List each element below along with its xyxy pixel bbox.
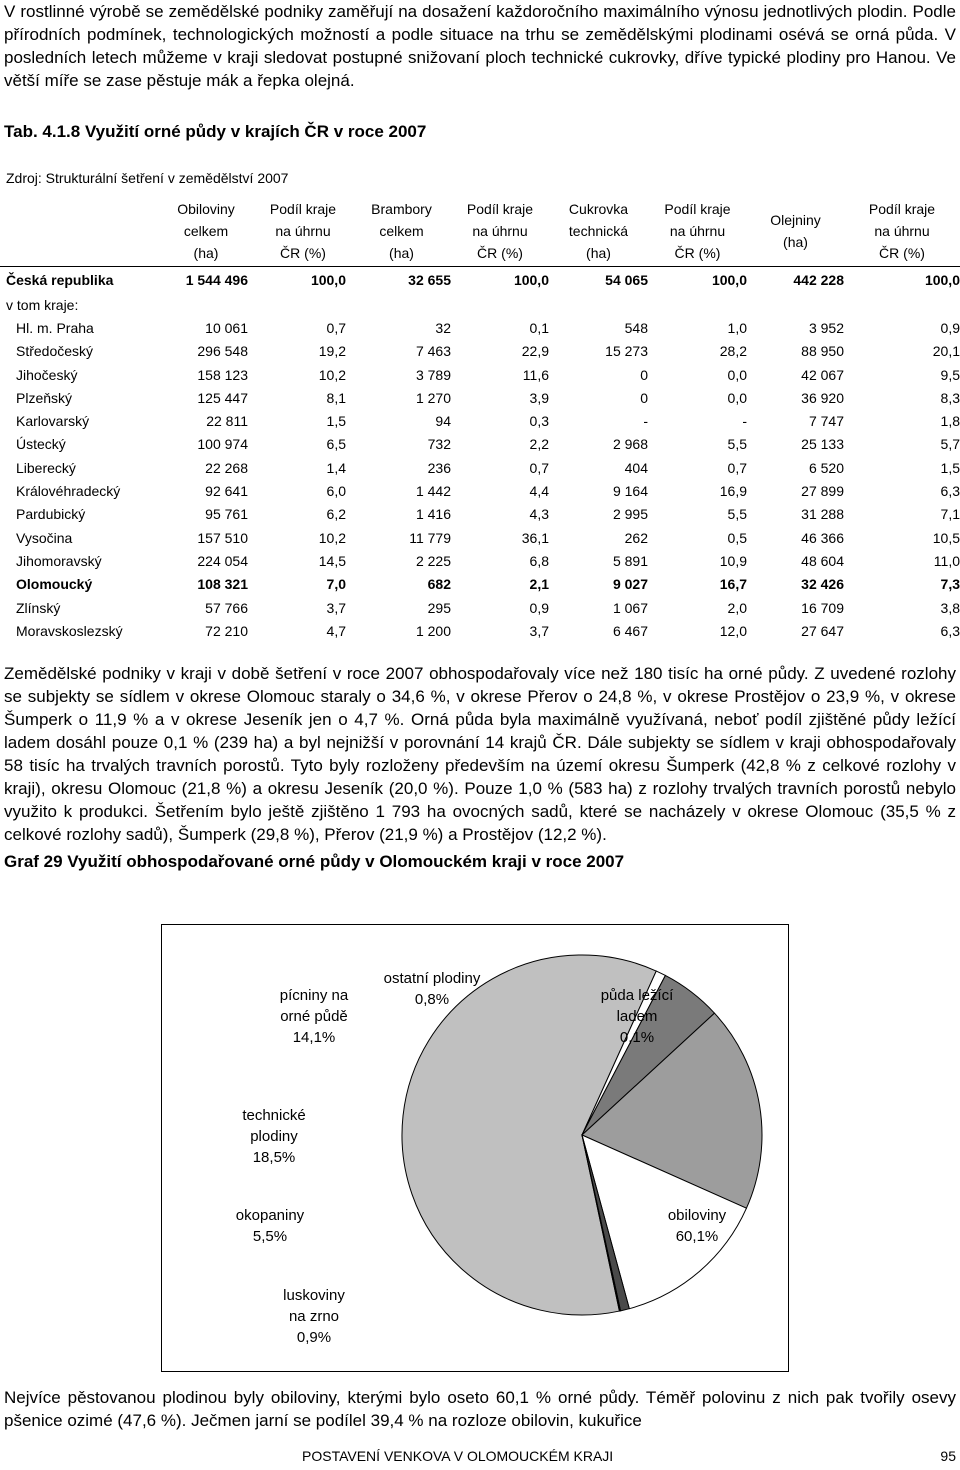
table-cell: 1 544 496 (185, 272, 248, 288)
table-cell (549, 293, 648, 316)
header-cell: Brambory celkem (ha) (352, 196, 451, 267)
pie-label: obiloviny 60,1% (667, 1207, 727, 1245)
table-cell: 3,7 (326, 599, 346, 616)
table-cell (451, 293, 549, 316)
table-cell: 36 920 (801, 389, 844, 406)
table-cell: 22,9 (521, 343, 549, 360)
table-cell (648, 293, 747, 316)
region-name: Olomoucký (16, 576, 93, 593)
table-cell: 0,7 (529, 459, 549, 476)
table-cell: 1 416 (415, 506, 451, 523)
final-paragraph: Nejvíce pěstovanou plodinou byly obiloviny, kterými bylo oseto 60,1 % orné půdy. Téměř polovinu z nich pak tvořily osevy pšenice ozimé (47,6 %). Ječmen jarní se podílel 39,4 % na rozloze obilovin, kukuřice (4, 1388, 956, 1430)
table-cell (158, 293, 254, 316)
table-body (0, 267, 960, 643)
table-cell: 10,5 (932, 529, 960, 546)
table-row (0, 386, 960, 409)
table-cell: 1 270 (415, 389, 451, 406)
table-cell: 7,3 (940, 576, 960, 593)
table-cell: 6,0 (326, 483, 346, 500)
region-name: Zlínský (16, 599, 61, 616)
table-cell: 548 (624, 319, 648, 336)
table-cell: 0,0 (727, 366, 747, 383)
table-cell: 2,2 (529, 436, 549, 453)
region-name: Jihomoravský (16, 552, 102, 569)
table-cell: 6,3 (940, 483, 960, 500)
table-cell: 0 (640, 366, 648, 383)
header-cell: Podíl kraje na úhrnu ČR (%) (254, 196, 352, 267)
table-cell: 158 123 (197, 366, 248, 383)
intro-paragraph: V rostlinné výrobě se zemědělské podniky zaměřují na dosažení každoročního maximálního výnosu jednotlivých plodin. Podle přírodních podmínek, technologických možností a podle situace na trhu se zemědělskými plodinami osévá se orná půda. V posledních letech můžeme v kraji sledovat postupné snižovaní ploch technické cukrovky, dříve typické plodiny pro Hanou. Ve větší míře se zase pěstuje mák a řepka olejná. (4, 2, 956, 90)
table-cell (844, 293, 960, 316)
table-cell: 7 747 (808, 413, 844, 430)
table-cell: 72 210 (205, 622, 248, 639)
region-name: Moravskoslezský (16, 622, 123, 639)
table-cell: 0,9 (529, 599, 549, 616)
table-cell: 9 027 (612, 576, 648, 593)
table-cell: 7 463 (415, 343, 451, 360)
table-cell: 36,1 (521, 529, 549, 546)
table-cell: 8,3 (940, 389, 960, 406)
pie-label: půda ležící ladem 0,1% (600, 987, 674, 1046)
table-cell: 10,9 (719, 552, 747, 569)
table-cell: 8,1 (326, 389, 346, 406)
region-name: Ústecký (16, 436, 66, 453)
table-cell (254, 293, 352, 316)
pie-label: luskoviny na zrno 0,9% (283, 1287, 345, 1346)
region-name: Středočeský (16, 343, 94, 360)
table-cell: 3,9 (529, 389, 549, 406)
table-row (0, 503, 960, 526)
table-cell: 22 811 (206, 413, 248, 430)
table-cell: 0,3 (529, 413, 549, 430)
table-cell: 57 766 (205, 599, 248, 616)
table-row (0, 293, 960, 316)
table-cell: 1 200 (415, 622, 451, 639)
table-header-row (0, 196, 960, 267)
table-cell: 46 366 (801, 529, 844, 546)
region-name: Vysočina (16, 529, 73, 546)
table-cell: 10,2 (318, 366, 346, 383)
table-cell: 6 467 (612, 622, 648, 639)
table-cell: 28,2 (719, 343, 747, 360)
table-cell: 54 065 (605, 272, 648, 288)
table-cell: 3 789 (415, 366, 451, 383)
table-row (0, 526, 960, 549)
table-row (0, 479, 960, 502)
table-cell: 31 288 (801, 506, 844, 523)
table-cell: 22 268 (205, 459, 248, 476)
table-cell: 5,7 (940, 436, 960, 453)
table-cell: 100,0 (513, 272, 549, 288)
table-cell: - (742, 413, 747, 430)
table-cell: 1,5 (326, 413, 346, 430)
table-cell: 16,9 (719, 483, 747, 500)
table-cell: 0,0 (727, 389, 747, 406)
header-cell: Podíl kraje na úhrnu ČR (%) (648, 196, 747, 267)
table-cell: 0,9 (940, 319, 960, 336)
region-name: Hl. m. Praha (16, 319, 94, 336)
table-cell: 1,5 (940, 459, 960, 476)
table-cell (352, 293, 451, 316)
table-cell: - (643, 413, 648, 430)
table-cell: 1,4 (326, 459, 346, 476)
header-cell: Cukrovka technická (ha) (549, 196, 648, 267)
table-cell: 0,7 (727, 459, 747, 476)
header-cell-empty (0, 196, 158, 267)
table-row (0, 409, 960, 432)
table-cell: 442 228 (793, 272, 844, 288)
table-cell: 6 520 (808, 459, 844, 476)
table-cell: 125 447 (197, 389, 248, 406)
header-cell: Olejniny (ha) (747, 196, 844, 267)
table-cell: 2 995 (612, 506, 648, 523)
header-cell: Podíl kraje na úhrnu ČR (%) (844, 196, 960, 267)
region-name: Plzeňský (16, 389, 73, 406)
table-row (0, 573, 960, 596)
table-cell: 6,2 (326, 506, 346, 523)
table-row (0, 340, 960, 363)
table-cell: 3,7 (529, 622, 549, 639)
table-cell: 0 (640, 389, 648, 406)
table-cell: 94 (435, 413, 451, 430)
table-cell: 236 (427, 459, 451, 476)
table-cell: 88 950 (801, 343, 844, 360)
table-cell: 4,7 (326, 622, 346, 639)
table-cell: 15 273 (605, 343, 648, 360)
table-cell: 5 891 (612, 552, 648, 569)
table-cell: 404 (624, 459, 648, 476)
table-cell: 32 (435, 319, 451, 336)
table-cell: 7,1 (940, 506, 960, 523)
table-cell: 732 (427, 436, 451, 453)
table-cell: 6,5 (326, 436, 346, 453)
table-row (0, 619, 960, 642)
table-cell: 32 655 (408, 272, 451, 288)
table-cell: 296 548 (197, 343, 248, 360)
region-name: Pardubický (16, 506, 86, 523)
table-cell: 11,0 (933, 552, 960, 569)
pie-label: technické plodiny 18,5% (242, 1107, 306, 1166)
table-cell: 42 067 (801, 366, 844, 383)
crop-usage-table (0, 196, 960, 642)
region-name: Liberecký (16, 459, 76, 476)
table-cell: 27 899 (801, 483, 844, 500)
table-cell: 1 442 (415, 483, 451, 500)
table-cell: 100 974 (197, 436, 248, 453)
pie-chart-svg (162, 925, 788, 1371)
table-cell: 295 (427, 599, 451, 616)
table-cell: 3 952 (808, 319, 844, 336)
region-name: Královéhradecký (16, 483, 121, 500)
table-cell (747, 293, 844, 316)
table-cell: 157 510 (197, 529, 248, 546)
pie-label: okopaniny 5,5% (235, 1207, 305, 1245)
table-row (0, 363, 960, 386)
table-cell: 19,2 (318, 343, 346, 360)
table-row (0, 267, 960, 294)
table-cell: 2 225 (415, 552, 451, 569)
table-cell: 25 133 (801, 436, 844, 453)
table-cell: 10 061 (205, 319, 248, 336)
table-source: Zdroj: Strukturální šetření v zemědělství 2007 (6, 170, 289, 186)
table-cell: 682 (427, 576, 451, 593)
table-cell: 16 709 (801, 599, 844, 616)
table-cell: 32 426 (801, 576, 844, 593)
table-cell: 12,0 (719, 622, 747, 639)
table-cell: 20,1 (932, 343, 960, 360)
table-cell: 48 604 (801, 552, 844, 569)
table-cell: 6,8 (529, 552, 549, 569)
table-cell: 10,2 (318, 529, 346, 546)
region-name: Karlovarský (16, 413, 90, 430)
table-cell: 3,8 (940, 599, 960, 616)
pie-chart (161, 924, 789, 1372)
header-cell: Obiloviny celkem (ha) (158, 196, 254, 267)
table-cell: 2 968 (612, 436, 648, 453)
header-cell: Podíl kraje na úhrnu ČR (%) (451, 196, 549, 267)
page-number: 95 (940, 1448, 956, 1464)
table-cell: 0,5 (727, 529, 747, 546)
table-cell: 1 067 (612, 599, 648, 616)
table-row (0, 433, 960, 456)
table-cell: 100,0 (310, 272, 346, 288)
table-row (0, 456, 960, 479)
pie-label: pícniny na orné půdě 14,1% (279, 987, 349, 1046)
table-cell: 27 647 (801, 622, 844, 639)
table-cell: 1,0 (727, 319, 747, 336)
table-cell: 2,0 (727, 599, 747, 616)
table-cell: 14,5 (318, 552, 346, 569)
table-row (0, 549, 960, 572)
table-cell: 5,5 (727, 436, 747, 453)
table-cell: 9 164 (612, 483, 648, 500)
region-name: Česká republika (6, 272, 114, 288)
region-name: v tom kraje: (6, 296, 79, 313)
table-cell: 11,6 (522, 366, 549, 383)
table-cell: 1,8 (940, 413, 960, 430)
table-cell: 262 (624, 529, 648, 546)
chart-title: Graf 29 Využití obhospodařované orné půdy v Olomouckém kraji v roce 2007 (4, 852, 625, 871)
table-cell: 9,5 (940, 366, 960, 383)
table-cell: 2,1 (529, 576, 549, 593)
pie-label: ostatní plodiny 0,8% (383, 970, 481, 1008)
table-row (0, 316, 960, 339)
middle-paragraph: Zemědělské podniky v kraji v době šetření v roce 2007 obhospodařovaly více než 180 tisíc ha orné půdy. Z uvedené rozlohy se subjekty se sídlem v okrese Olomouc staraly o 34,6 %, v okrese Přerov o 24,8 %, v okrese Prostějov o 23,9 %, v okrese Šumperk o 11,9 % a v okrese Jeseník jen o 4,7 %. Orná půda byla maximálně využívaná, neboť podíl zjištěné půdy ležící ladem dosáhl pouze 0,1 % (239 ha) a byl nejnižší v porovnání 14 krajů ČR. Dále subjekty se sídlem v kraji obhospodařovaly 58 tisíc ha trvalých travních porostů. Tyto byly rozloženy především na území okresu Šumperk (42,8 % z celkové rozlohy v kraji), okresu Olomouc (21,8 %) a okresu Jeseník (20,0 %). Pouze 1,0 % (583 ha) z rozlohy trvalých travních porostů nebylo využito k produkci. Šetřením bylo ještě zjištěno 1 793 ha ovocných sadů, které se nacházely v okrese Olomouc (35,5 % z celkové rozlohy sadů), Šumperk (29,8 %), Přerov (21,9 %) a Prostějov (12,2 %). (4, 664, 956, 844)
table-cell: 92 641 (205, 483, 248, 500)
table-cell: 0,7 (326, 319, 346, 336)
footer-title: POSTAVENÍ VENKOVA V OLOMOUCKÉM KRAJI (302, 1448, 614, 1464)
table-cell: 5,5 (727, 506, 747, 523)
table-cell: 6,3 (940, 622, 960, 639)
table-cell: 0,1 (529, 319, 549, 336)
table-cell: 95 761 (205, 506, 248, 523)
table-row (0, 596, 960, 619)
table-cell: 11 779 (409, 529, 451, 546)
table-cell: 100,0 (924, 272, 960, 288)
table-cell: 108 321 (197, 576, 248, 593)
table-cell: 7,0 (326, 576, 346, 593)
table-cell: 4,4 (529, 483, 549, 500)
table-cell: 16,7 (719, 576, 747, 593)
table-title: Tab. 4.1.8 Využití orné půdy v krajích ČR v roce 2007 (4, 122, 427, 141)
region-name: Jihočeský (16, 366, 78, 383)
table-cell: 224 054 (197, 552, 248, 569)
table-cell: 4,3 (529, 506, 549, 523)
table-cell: 100,0 (711, 272, 747, 288)
